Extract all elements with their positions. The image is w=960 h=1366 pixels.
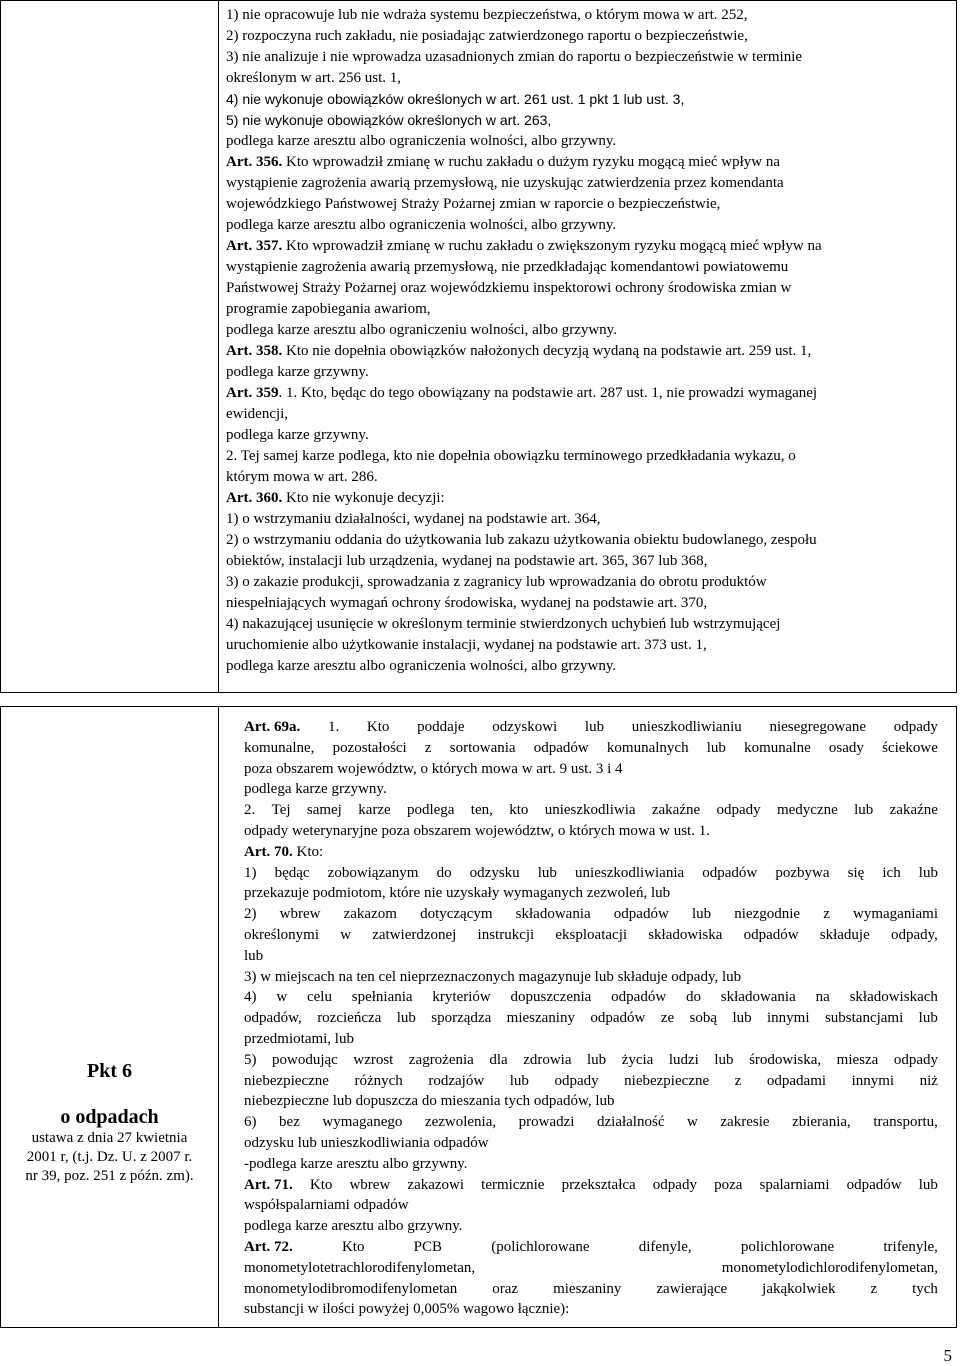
text-line <box>226 341 948 362</box>
word: zakazowi <box>407 1176 465 1193</box>
word: 2. <box>244 802 256 819</box>
word: składowiska <box>648 926 723 943</box>
bottom-table-row <box>0 706 957 1328</box>
line-text: ewidencji, <box>226 406 289 422</box>
word: polichlorowane <box>740 1238 835 1255</box>
word: w <box>340 926 352 943</box>
article-heading: Art. 70. <box>244 843 293 860</box>
word: 5) <box>244 1051 257 1068</box>
word: bez <box>279 1114 300 1131</box>
word: odpady <box>893 719 938 735</box>
word: zagrożenia <box>408 1051 474 1068</box>
line-text: 3) nie analizuje i nie wprowadza uzasadnionych zmian do raportu o bezpieczeństwie w terminie <box>226 49 803 65</box>
text-line <box>226 530 948 551</box>
word: z <box>870 1280 878 1297</box>
word: zbierania, <box>792 1114 851 1131</box>
line-text: Kto nie dopełnia obowiązków nałożonych decyzją wydaną na podstawie art. 259 ust. 1, <box>282 343 812 359</box>
line-text: odpady weterynaryjne poza obszarem województw, o których mowa w ust. 1. <box>244 822 710 839</box>
word: składowania <box>720 989 796 1006</box>
word: monometylodichlorodifenylometan, <box>721 1259 938 1276</box>
line-text: 5) nie wykonuje obowiązków określonych w art. 263, <box>226 112 552 128</box>
text-line <box>226 509 948 530</box>
text-line <box>226 320 948 341</box>
article-heading: Art. 360. <box>226 490 283 506</box>
word: lub <box>691 906 712 923</box>
text-line <box>226 383 948 404</box>
word: odpady <box>716 802 761 819</box>
text-line <box>226 488 948 509</box>
word: odpadów <box>702 864 758 881</box>
word: zakaźne <box>889 802 938 819</box>
word: unieszkodliwia <box>544 802 636 819</box>
top-text-cell <box>219 1 956 692</box>
word: trifenyle, <box>883 1238 938 1255</box>
word: do <box>436 864 452 881</box>
word: odpadów <box>533 739 589 756</box>
word: Kto <box>366 719 390 735</box>
line-text: wojewódzkiego Państwowej Straży Pożarnej zmian w raporcie o bezpieczeństwie, <box>226 196 721 212</box>
word: ich <box>882 864 901 881</box>
word: spalarniami <box>759 1176 830 1193</box>
word: miesza <box>836 1051 879 1068</box>
text-line <box>226 446 948 467</box>
word: odzysku <box>469 864 520 881</box>
article-heading: Art. 71. <box>244 1176 293 1193</box>
text-line <box>244 717 938 738</box>
word: określonymi <box>244 926 319 943</box>
line-text: którym mowa w art. 286. <box>226 469 378 485</box>
line-text: poza obszarem województw, o których mowa w art. 9 ust. 3 i 4 <box>244 760 623 777</box>
text-line <box>244 1175 938 1196</box>
word: celu <box>306 989 332 1006</box>
text-line <box>244 904 938 925</box>
word: lub <box>918 864 938 881</box>
text-line <box>226 404 948 425</box>
word: w <box>276 989 288 1006</box>
word: termicznie <box>481 1176 545 1193</box>
top-left-cell <box>1 1 219 692</box>
word: przekształca <box>561 1176 636 1193</box>
text-line <box>244 1258 938 1279</box>
text-line <box>226 26 948 47</box>
word: poddaje <box>417 719 465 735</box>
word: lub <box>732 1010 752 1027</box>
word: oraz <box>492 1280 519 1297</box>
word: odpady, <box>890 926 938 943</box>
word: mieszaniny <box>553 1280 622 1297</box>
section-number: Pkt 6 <box>87 1060 132 1082</box>
word: lub <box>509 1072 529 1089</box>
text-line <box>244 1195 938 1216</box>
word: wymaganiami <box>853 906 938 923</box>
line-text: współspalarniami odpadów <box>244 1197 409 1214</box>
line-text: wystąpienie zagrożenia awarią przemysłową, nie uzyskując zatwierdzenia przez komendanta <box>226 175 784 191</box>
word: prowadzi <box>518 1114 575 1131</box>
word: eksploatacji <box>555 926 628 943</box>
word: Kto <box>309 1176 333 1193</box>
word: życia <box>621 1051 654 1068</box>
text-line <box>244 1050 938 1071</box>
word: komunalne, <box>244 739 315 756</box>
text-line <box>244 738 938 759</box>
line-text: podlega karze aresztu albo ograniczenia wolności, albo grzywny. <box>226 133 617 149</box>
text-line <box>226 236 948 257</box>
line-text: uruchomienie albo użytkowanie instalacji, wydanej na podstawie art. 373 ust. 1, <box>226 637 707 653</box>
word: samej <box>306 802 342 819</box>
word: PCB <box>413 1238 443 1255</box>
act-line: nr 39, poz. 251 z późn. zm). <box>25 1168 194 1184</box>
text-line <box>244 1237 938 1258</box>
text-line <box>226 551 948 572</box>
text-line <box>226 593 948 614</box>
text-line <box>244 779 938 800</box>
word: komunalnych <box>606 739 689 756</box>
word: ze <box>660 1010 675 1027</box>
word: lub <box>584 719 605 735</box>
word: zakresie <box>720 1114 770 1131</box>
word: rozcieńcza <box>317 1010 382 1027</box>
line-text: . 1. Kto, będąc do tego obowiązany na podstawie art. 287 ust. 1, nie prowadzi wymaganej <box>278 385 818 401</box>
word: wbrew <box>349 1176 391 1193</box>
word: lub <box>918 1010 938 1027</box>
word: lub <box>706 739 726 756</box>
word: instrukcji <box>477 926 535 943</box>
word: różnych <box>354 1072 403 1089</box>
word: składuje <box>819 926 870 943</box>
word: jakąkolwiek <box>762 1280 836 1297</box>
word: 1) <box>244 864 257 881</box>
line-text: 3) w miejscach na ten cel nieprzeznaczonych magazynuje lub składuje odpady, lub <box>244 968 742 985</box>
article-heading: Art. 69a. <box>244 719 301 735</box>
text-line <box>244 1133 938 1154</box>
word: zezwolenia, <box>424 1114 497 1131</box>
text-line <box>226 656 948 677</box>
word: mieszaniny <box>506 1010 575 1027</box>
act-line: 2001 r, (t.j. Dz. U. z 2007 r. <box>26 1149 193 1165</box>
word: odpady <box>554 1072 599 1089</box>
text-line <box>226 131 948 152</box>
word: niebezpieczne <box>244 1072 329 1089</box>
word: odzyskowi <box>492 719 558 735</box>
line-text: 1) nie opracowuje lub nie wdraża systemu bezpieczeństwa, o którym mowa w art. 252, <box>226 7 748 23</box>
text-line <box>226 89 948 110</box>
word: sortowania <box>449 739 516 756</box>
word: lub <box>396 1010 416 1027</box>
line-text: substancji w ilości powyżej 0,005% wagowo łącznie): <box>244 1301 570 1318</box>
word: zakazom <box>343 906 397 923</box>
word: wymaganego <box>322 1114 403 1131</box>
word: niesegregowane <box>769 719 867 735</box>
word: odpadów <box>846 1176 902 1193</box>
text-line <box>226 278 948 299</box>
text-line <box>244 1008 938 1029</box>
word: zdrowia <box>523 1051 572 1068</box>
text-line <box>244 1029 938 1050</box>
line-text: niespełniających wymagań ochrony środowiska, wydanej na podstawie art. 370, <box>226 595 708 611</box>
word: poza <box>714 1176 743 1193</box>
word: transportu, <box>873 1114 938 1131</box>
word: w <box>687 1114 698 1131</box>
line-text: przekazuje podmiotom, które nie uzyskały wymaganych zezwoleń, lub <box>244 885 671 902</box>
line-text: 1) o wstrzymaniu działalności, wydanej na podstawie art. 364, <box>226 511 601 527</box>
line-text: lub <box>244 947 264 964</box>
word: 2) <box>244 906 257 923</box>
word: dopuszczenia <box>510 989 592 1006</box>
word: sporządza <box>431 1010 492 1027</box>
word: pozbywa <box>775 864 830 881</box>
text-line <box>244 1299 938 1320</box>
word: środowiska, <box>749 1051 822 1068</box>
word: się <box>847 864 865 881</box>
text-line <box>226 68 948 89</box>
word: (polichlorowane <box>491 1238 590 1255</box>
word: zakaźne <box>651 802 701 819</box>
word: innymi <box>851 1072 895 1089</box>
text-line <box>226 257 948 278</box>
article-heading: Art. 357. <box>226 238 283 254</box>
text-line <box>244 842 938 863</box>
text-line <box>226 194 948 215</box>
text-line <box>226 425 948 446</box>
word: wbrew <box>279 906 321 923</box>
line-text: Kto nie wykonuje decyzji: <box>282 490 445 506</box>
text-line <box>244 987 938 1008</box>
word: niezgodnie <box>734 906 801 923</box>
section-subject: o odpadach <box>60 1106 159 1128</box>
word: kto <box>509 802 529 819</box>
word: będąc <box>274 864 310 881</box>
word: unieszkodliwianiu <box>631 719 742 735</box>
word: odpadów <box>590 1010 646 1027</box>
text-line <box>244 863 938 884</box>
line-text: podlega karze grzywny. <box>244 781 387 798</box>
line-text: obiektów, instalacji lub urządzenia, wydanej na podstawie art. 365, 367 lub 368, <box>226 553 708 569</box>
text-line <box>226 215 948 236</box>
word: składowiskach <box>849 989 938 1006</box>
word: powodując <box>272 1051 338 1068</box>
text-line <box>226 299 948 320</box>
text-line <box>226 362 948 383</box>
text-line <box>244 1091 938 1112</box>
word: ludzi <box>668 1051 699 1068</box>
text-line <box>244 1112 938 1133</box>
line-text: Kto wprowadził zmianę w ruchu zakładu o dużym ryzyku mogącą mieć wpływ na <box>282 154 781 170</box>
text-line <box>244 925 938 946</box>
act-line: ustawa z dnia 27 kwietnia <box>31 1130 188 1146</box>
text-line <box>244 759 938 780</box>
word: lub <box>537 864 557 881</box>
article-heading: Art. 359 <box>226 385 279 401</box>
word: pozostałości <box>332 739 407 756</box>
word: lub <box>587 1051 607 1068</box>
word: zobowiązanym <box>327 864 419 881</box>
word: ten, <box>470 802 493 819</box>
line-text: 2. Tej samej karze podlega, kto nie dopełnia obowiązku terminowego przedkładania wykazu, o <box>226 448 796 464</box>
word: z <box>734 1072 742 1089</box>
page-number: 5 <box>943 1346 952 1365</box>
word: difenyle, <box>638 1238 692 1255</box>
word: zatwierdzonej <box>372 926 457 943</box>
line-text: podlega karze grzywny. <box>226 364 369 380</box>
line-text: Państwowej Straży Pożarnej oraz wojewódzkiemu inspektorowi ochrony środowiska zmian w <box>226 280 792 296</box>
word: niebezpieczne <box>624 1072 710 1089</box>
word: karze <box>358 802 391 819</box>
line-text: podlega karze grzywny. <box>226 427 369 443</box>
text-line <box>226 467 948 488</box>
line-text: programie zapobiegania awariom, <box>226 301 431 317</box>
line-text: wystąpienie zagrożenia awarią przemysłową, nie przedkładając komendantowi powiatowemu <box>226 259 789 275</box>
text-line <box>244 946 938 967</box>
word: odpadów <box>613 906 669 923</box>
word: z <box>424 739 432 756</box>
word: ściekowe <box>882 739 938 756</box>
bottom-text-cell <box>219 707 956 1327</box>
text-line <box>226 5 948 26</box>
line-text: przedmiotami, lub <box>244 1030 354 1047</box>
line-text: podlega karze aresztu albo ograniczenia wolności, albo grzywny. <box>226 658 617 674</box>
text-line <box>226 47 948 68</box>
text-line <box>226 110 948 131</box>
word: Tej <box>271 802 291 819</box>
text-line <box>244 821 938 842</box>
line-text: podlega karze aresztu albo ograniczeniu wolności, albo grzywny. <box>226 322 617 338</box>
word: 1. <box>327 719 340 735</box>
word: zawierające <box>656 1280 728 1297</box>
line-text: 2) rozpoczyna ruch zakładu, nie posiadając zatwierdzonego raportu o bezpieczeństwie, <box>226 28 748 44</box>
bottom-left-cell <box>1 707 219 1327</box>
word: odpadów <box>611 989 667 1006</box>
word: innymi <box>767 1010 810 1027</box>
word: do <box>685 989 701 1006</box>
word: 4) <box>244 989 257 1006</box>
word: rodzajów <box>428 1072 485 1089</box>
word: lub <box>854 802 874 819</box>
word: kryteriów <box>432 989 491 1006</box>
article-heading: Art. 72. <box>244 1238 293 1255</box>
word: medyczne <box>776 802 838 819</box>
line-text: 4) nakazującej usunięcie w określonym terminie stwierdzonych uchybień lub wstrzymującej <box>226 616 781 632</box>
text-line <box>226 635 948 656</box>
word: osady <box>828 739 864 756</box>
line-text: 3) o zakazie produkcji, sprowadzania z zagranicy lub wprowadzania do obrotu produktów <box>226 574 767 590</box>
line-text: Kto wprowadził zmianę w ruchu zakładu o zwiększonym ryzyku mogącą mieć wpływ na <box>282 238 822 254</box>
text-line <box>226 173 948 194</box>
article-heading: Art. 358. <box>226 343 283 359</box>
word: na <box>815 989 830 1006</box>
word: 6) <box>244 1114 257 1131</box>
line-text: odzysku lub unieszkodliwiania odpadów <box>244 1134 489 1151</box>
line-text: niebezpieczne lub dopuszcza do mieszania tych odpadów, lub <box>244 1093 615 1110</box>
text-line <box>244 1154 938 1175</box>
text-line <box>226 572 948 593</box>
word: działalność <box>597 1114 665 1131</box>
word: lub <box>714 1051 734 1068</box>
word: składowania <box>515 906 591 923</box>
word: sobą <box>689 1010 718 1027</box>
text-line <box>244 1071 938 1092</box>
line-text: 4) nie wykonuje obowiązków określonych w art. 261 ust. 1 pkt 1 lub ust. 3, <box>226 91 685 107</box>
word: komunalne <box>744 739 811 756</box>
line-text: Kto: <box>292 843 324 860</box>
word: monometylodibromodifenylometan <box>244 1280 458 1297</box>
word: odpadów, <box>244 1010 302 1027</box>
line-text: podlega karze aresztu albo grzywny. <box>244 1218 463 1235</box>
word: spełniania <box>351 989 413 1006</box>
word: odpady <box>893 1051 938 1068</box>
text-line <box>244 1216 938 1237</box>
word: lub <box>918 1176 938 1193</box>
text-line <box>226 614 948 635</box>
word: monometylotetrachlorodifenylometan, <box>244 1259 476 1276</box>
line-text: 2) o wstrzymaniu oddania do użytkowania lub zakazu użytkowania obiektu budowlanego, zespołu <box>226 532 817 548</box>
text-line <box>244 1279 938 1300</box>
word: podlega <box>406 802 455 819</box>
word: dla <box>489 1051 508 1068</box>
line-text: -podlega karze aresztu albo grzywny. <box>244 1155 468 1172</box>
word: odpadami <box>766 1072 827 1089</box>
text-line <box>244 800 938 821</box>
line-text: podlega karze aresztu albo ograniczenia wolności, albo grzywny. <box>226 217 617 233</box>
word: wzrost <box>353 1051 394 1068</box>
text-line <box>226 152 948 173</box>
word: substancjami <box>824 1010 904 1027</box>
word: tych <box>912 1280 938 1297</box>
word: odpadów <box>743 926 799 943</box>
word: unieszkodliwiania <box>575 864 685 881</box>
word: z <box>823 906 830 923</box>
word: odpady <box>652 1176 697 1193</box>
text-line <box>244 883 938 904</box>
word: dotyczącym <box>420 906 493 923</box>
line-text: określonym w art. 256 ust. 1, <box>226 70 401 86</box>
article-heading: Art. 356. <box>226 154 283 170</box>
word: Kto <box>341 1238 365 1255</box>
word: niż <box>919 1072 938 1089</box>
text-line <box>244 967 938 988</box>
